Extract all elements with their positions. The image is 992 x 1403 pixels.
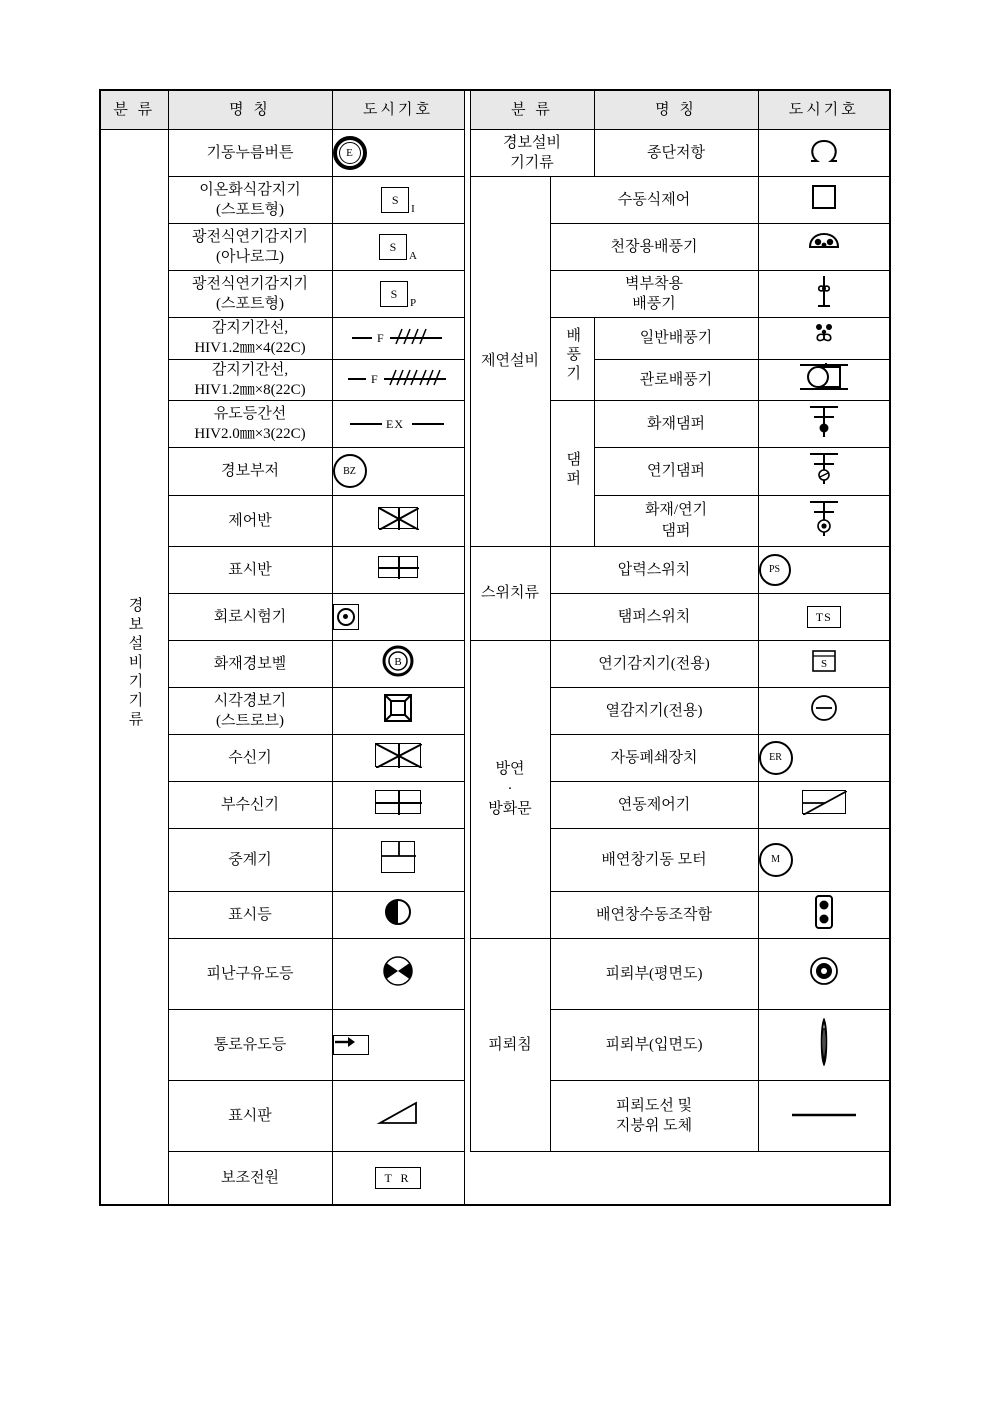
omega-resistor-icon	[807, 137, 841, 163]
fire-smoke-damper-icon	[804, 496, 844, 540]
table-row	[100, 546, 890, 593]
smoke-detector-dedicated-icon	[809, 647, 839, 675]
column-gap	[464, 828, 470, 891]
row-name: 통로유도등	[168, 1009, 332, 1080]
row-symbol	[758, 828, 890, 891]
corridor-guide-light-icon	[333, 1035, 369, 1055]
column-gap	[464, 734, 470, 781]
indicator-panel-icon	[378, 556, 418, 578]
row-symbol	[332, 593, 464, 640]
smoke-vent-manual-box-icon	[813, 894, 835, 930]
exit-guide-light-icon	[383, 956, 413, 986]
row-name: 기동누름버튼	[168, 130, 332, 177]
row-name: 유도등간선 HIV2.0㎜×3(22C)	[168, 401, 332, 448]
column-gap	[464, 359, 470, 401]
alarm-buzzer-icon: BZ	[333, 454, 367, 488]
photoelectric-analog-detector-icon: S A	[379, 234, 417, 260]
svg-text:F: F	[377, 330, 384, 345]
column-gap	[464, 448, 470, 495]
wall-fan-icon	[809, 274, 839, 308]
table-row	[100, 1151, 890, 1205]
svg-text:B: B	[394, 655, 402, 668]
tamper-switch-icon: TS	[807, 606, 841, 628]
row-name: 보조전원	[168, 1151, 332, 1205]
row-name: 표시판	[168, 1080, 332, 1151]
duct-fan-icon	[796, 361, 852, 393]
legend-table	[99, 89, 891, 1206]
row-symbol	[332, 828, 464, 891]
lightning-conductor-line-icon	[789, 1110, 859, 1120]
row-symbol	[758, 687, 890, 734]
header-left-name: 명 칭	[168, 90, 332, 130]
column-gap	[464, 318, 470, 360]
column-gap	[464, 687, 470, 734]
column-gap	[464, 593, 470, 640]
lightning-rod-plan-icon	[808, 955, 840, 987]
row-name: 연기댐퍼	[594, 448, 758, 495]
row-name: 일반배풍기	[594, 318, 758, 360]
row-name: 이온화식감지기 (스포트형)	[168, 177, 332, 224]
strobe-visual-alarm-icon	[383, 693, 413, 723]
column-gap	[464, 1151, 470, 1205]
column-gap	[464, 495, 470, 546]
symbol-legend-table	[99, 89, 891, 1206]
row-name: 수신기	[168, 734, 332, 781]
row-symbol	[332, 359, 464, 401]
row-symbol	[332, 495, 464, 546]
row-symbol	[332, 177, 464, 224]
table-header-row	[100, 90, 890, 130]
row-name: 광전식연기감지기 (스포트형)	[168, 271, 332, 318]
general-fan-icon	[807, 321, 841, 349]
column-gap	[464, 401, 470, 448]
smoke-damper-icon	[804, 448, 844, 488]
column-gap	[464, 1009, 470, 1080]
repeater-icon	[381, 841, 415, 873]
control-panel-icon	[378, 507, 418, 529]
row-symbol	[332, 448, 464, 495]
row-symbol	[758, 271, 890, 318]
row-name: 피난구유도등	[168, 938, 332, 1009]
row-name: 열감지기(전용)	[550, 687, 758, 734]
row-symbol	[332, 734, 464, 781]
table-row	[100, 640, 890, 687]
manual-control-square-icon	[812, 185, 836, 209]
row-name: 화재/연기 댐퍼	[594, 495, 758, 546]
header-left-category: 분 류	[100, 90, 168, 130]
photoelectric-spot-detector-icon: S P	[380, 281, 416, 307]
row-symbol	[332, 224, 464, 271]
row-name: 벽부착용 배풍기	[550, 271, 758, 318]
row-symbol	[758, 891, 890, 938]
column-gap	[464, 271, 470, 318]
interlock-controller-icon	[802, 790, 846, 814]
row-symbol	[758, 224, 890, 271]
ceiling-fan-icon	[806, 231, 842, 257]
row-name: 수동식제어	[550, 177, 758, 224]
auto-closing-device-icon: ER	[759, 741, 793, 775]
detector-trunk-8-icon	[346, 364, 450, 390]
smoke-vent-motor-icon: M	[759, 843, 793, 877]
right-category-smoke-control: 제연설비	[470, 177, 550, 547]
row-name: 연기감지기(전용)	[550, 640, 758, 687]
row-name: 중계기	[168, 828, 332, 891]
header-right-category: 분 류	[470, 90, 594, 130]
row-symbol	[758, 938, 890, 1009]
row-symbol	[332, 546, 464, 593]
row-symbol	[332, 318, 464, 360]
row-symbol	[332, 781, 464, 828]
row-symbol	[758, 359, 890, 401]
row-symbol	[758, 734, 890, 781]
row-name: 감지기간선, HIV1.2㎜×4(22C)	[168, 318, 332, 360]
row-symbol	[332, 1009, 464, 1080]
column-gap	[464, 1080, 470, 1151]
row-symbol	[758, 640, 890, 687]
row-name: 광전식연기감지기 (아나로그)	[168, 224, 332, 271]
table-row	[100, 938, 890, 1009]
row-symbol	[758, 546, 890, 593]
row-symbol	[332, 401, 464, 448]
left-category-cell	[100, 130, 168, 1205]
row-symbol	[332, 1151, 464, 1205]
exit-light-trunk-icon	[346, 409, 450, 435]
row-name: 천장용배풍기	[550, 224, 758, 271]
row-symbol	[332, 1080, 464, 1151]
row-symbol	[332, 687, 464, 734]
row-name: 감지기간선, HIV1.2㎜×8(22C)	[168, 359, 332, 401]
row-name: 제어반	[168, 495, 332, 546]
row-symbol	[758, 318, 890, 360]
row-symbol	[758, 448, 890, 495]
fire-damper-icon	[804, 401, 844, 441]
row-name: 탬퍼스위치	[550, 593, 758, 640]
row-name: 표시반	[168, 546, 332, 593]
row-name: 자동폐쇄장치	[550, 734, 758, 781]
svg-text:EX: EX	[386, 416, 404, 431]
right-category-alarm: 경보설비 기기류	[470, 130, 594, 177]
column-gap	[464, 781, 470, 828]
row-symbol	[758, 593, 890, 640]
row-symbol	[758, 130, 890, 177]
row-symbol	[332, 271, 464, 318]
left-category-label: 경보설비기기류	[126, 597, 143, 731]
pressure-switch-icon: PS	[759, 554, 791, 586]
right-category-switches: 스위치류	[470, 546, 550, 640]
auxiliary-power-icon: T R	[375, 1167, 420, 1189]
row-symbol	[758, 177, 890, 224]
row-name: 부수신기	[168, 781, 332, 828]
right-category-smoke-fire-door: 방연 · 방화문	[470, 640, 550, 938]
right-category-lightning-rod: 피뢰침	[470, 938, 550, 1151]
lightning-rod-elevation-icon	[816, 1018, 832, 1066]
column-gap	[464, 224, 470, 271]
row-name: 화재댐퍼	[594, 401, 758, 448]
table-row	[100, 177, 890, 224]
row-symbol	[332, 130, 464, 177]
header-left-symbol: 도시기호	[332, 90, 464, 130]
row-name: 시각경보기 (스트로브)	[168, 687, 332, 734]
fire-alarm-bell-icon	[382, 645, 414, 677]
row-name: 연동제어기	[550, 781, 758, 828]
row-symbol	[758, 1080, 890, 1151]
ionization-detector-icon: S I	[381, 187, 415, 213]
row-symbol	[758, 495, 890, 546]
subgroup-fan-label: 배풍기	[550, 318, 594, 401]
row-name: 피뢰부(평면도)	[550, 938, 758, 1009]
row-symbol	[332, 938, 464, 1009]
row-name: 압력스위치	[550, 546, 758, 593]
row-name: 경보부저	[168, 448, 332, 495]
header-right-name: 명 칭	[594, 90, 758, 130]
svg-text:S: S	[820, 657, 827, 670]
push-button-icon: E	[333, 136, 367, 170]
row-name: 회로시험기	[168, 593, 332, 640]
row-name: 관로배풍기	[594, 359, 758, 401]
row-symbol	[332, 891, 464, 938]
row-name: 표시등	[168, 891, 332, 938]
row-name: 화재경보벨	[168, 640, 332, 687]
circuit-tester-icon	[333, 604, 359, 630]
receiver-icon	[375, 743, 421, 767]
sub-receiver-icon	[375, 790, 421, 814]
sign-plate-icon	[376, 1099, 420, 1127]
column-gap	[464, 891, 470, 938]
row-name: 피뢰부(입면도)	[550, 1009, 758, 1080]
row-symbol	[758, 781, 890, 828]
row-name: 종단저항	[594, 130, 758, 177]
row-symbol	[758, 1009, 890, 1080]
header-right-symbol: 도시기호	[758, 90, 890, 130]
row-name: 피뢰도선 및 지붕위 도체	[550, 1080, 758, 1151]
heat-detector-dedicated-icon	[808, 694, 840, 722]
row-name: 배연창기동 모터	[550, 828, 758, 891]
table-row	[100, 130, 890, 177]
row-symbol	[332, 640, 464, 687]
row-name: 배연창수동조작함	[550, 891, 758, 938]
row-symbol	[758, 401, 890, 448]
subgroup-damper-label: 댐퍼	[550, 401, 594, 547]
indicator-lamp-icon	[385, 899, 411, 925]
svg-text:F: F	[371, 372, 378, 387]
detector-trunk-4-icon	[350, 323, 446, 349]
